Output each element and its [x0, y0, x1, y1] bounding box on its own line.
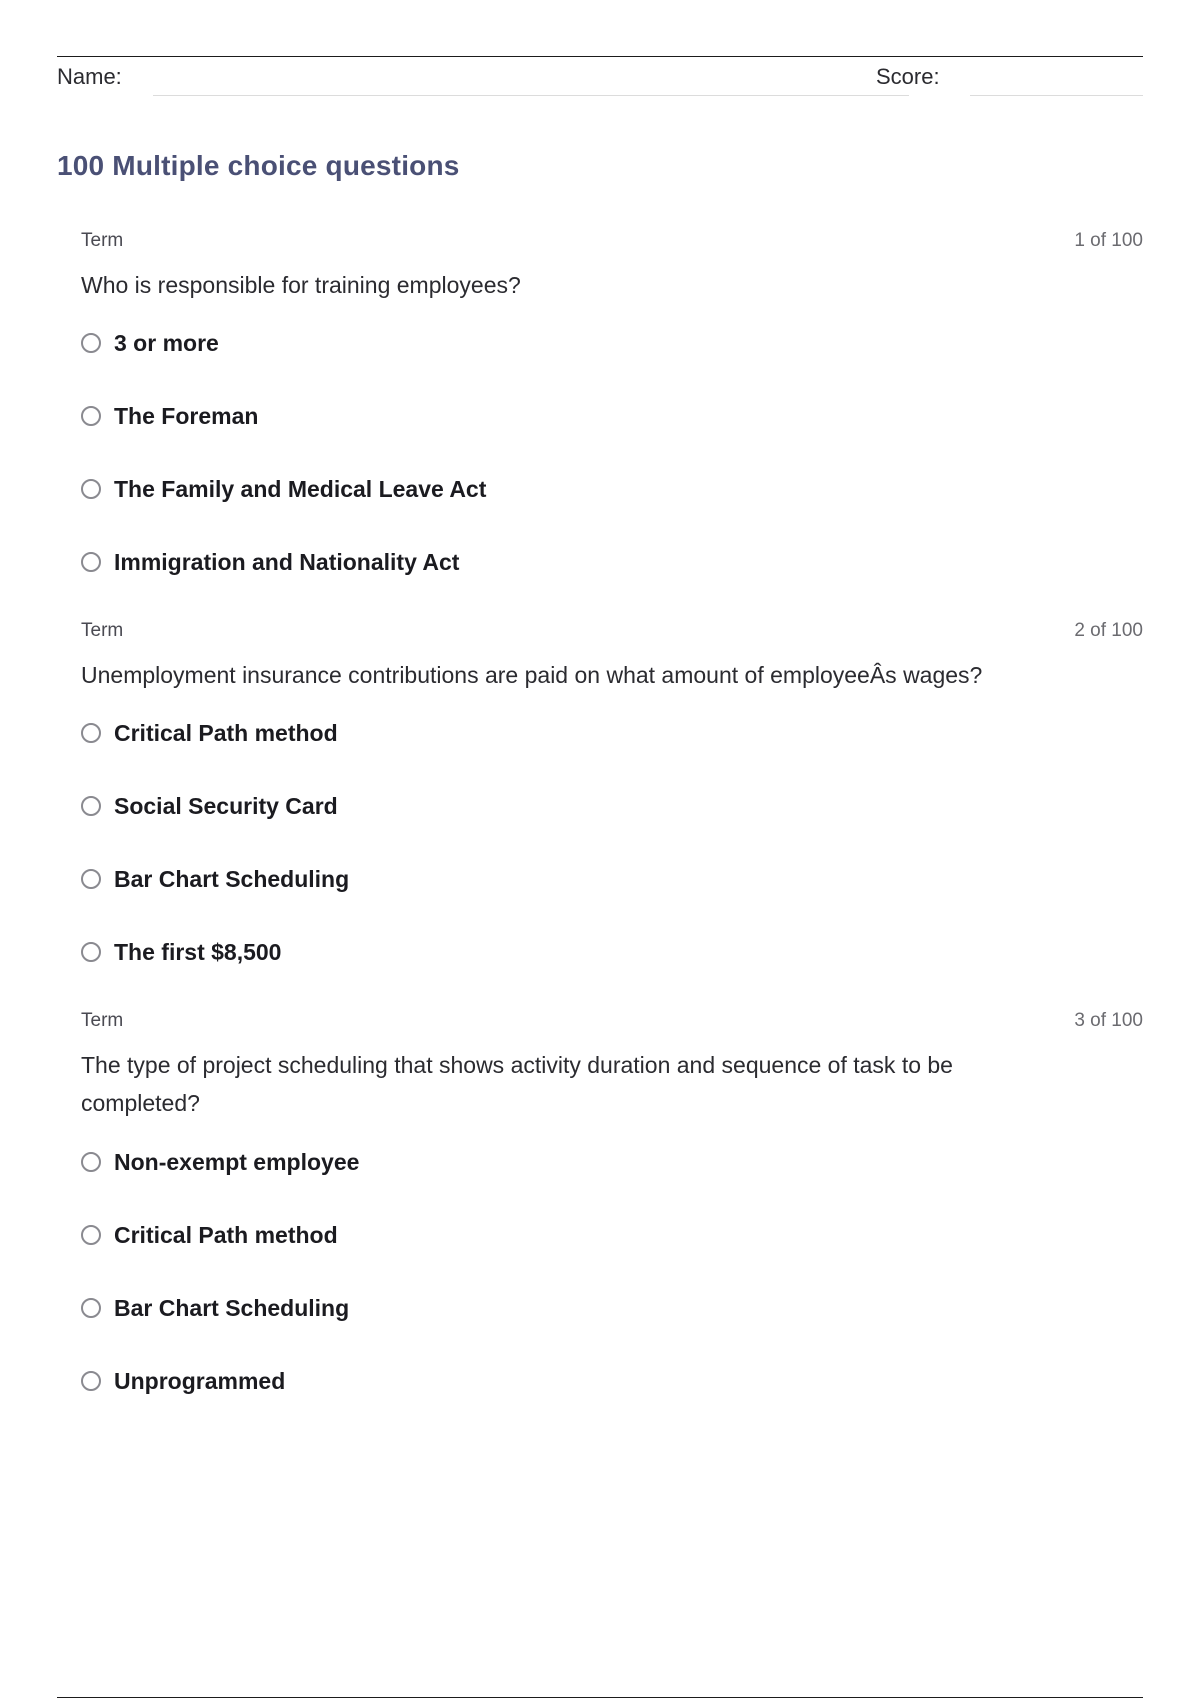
answer-option[interactable]: [81, 328, 219, 358]
page-title: 100 Multiple choice questions: [57, 150, 460, 181]
answer-option[interactable]: [81, 401, 258, 431]
answer-option[interactable]: [81, 1147, 359, 1177]
radio-button-icon[interactable]: [81, 333, 101, 353]
answer-option[interactable]: [81, 937, 281, 967]
radio-button-icon[interactable]: [81, 552, 101, 572]
answer-option[interactable]: [81, 718, 338, 748]
option-label: Bar Chart Scheduling: [114, 865, 350, 892]
question-text: Who is responsible for training employees?: [81, 272, 521, 298]
option-label: Bar Chart Scheduling: [114, 1294, 350, 1321]
top-rule: [57, 56, 1143, 57]
name-field[interactable]: [153, 95, 909, 96]
score-field[interactable]: [970, 95, 1143, 96]
question-counter: 2 of 100: [1074, 620, 1143, 641]
question-text: Unemployment insurance contributions are paid on what amount of employeeÂs wages?: [81, 662, 983, 688]
radio-button-icon[interactable]: [81, 479, 101, 499]
term-label: Term: [81, 230, 124, 251]
option-label: The first $8,500: [114, 938, 282, 965]
radio-button-icon[interactable]: [81, 406, 101, 426]
radio-button-icon[interactable]: [81, 796, 101, 816]
option-label: The Family and Medical Leave Act: [114, 475, 487, 502]
option-label: Non-exempt employee: [114, 1148, 360, 1175]
radio-button-icon[interactable]: [81, 1298, 101, 1318]
answer-option[interactable]: [81, 547, 459, 577]
option-label: Critical Path method: [114, 719, 338, 746]
worksheet-header: [57, 62, 1143, 98]
radio-button-icon[interactable]: [81, 1225, 101, 1245]
answer-option[interactable]: [81, 791, 338, 821]
radio-button-icon[interactable]: [81, 942, 101, 962]
bottom-rule: [57, 1697, 1143, 1698]
radio-button-icon[interactable]: [81, 1371, 101, 1391]
radio-button-icon[interactable]: [81, 1152, 101, 1172]
answer-option[interactable]: [81, 864, 349, 894]
question-text: The type of project scheduling that shows activity duration and sequence of task to be completed?: [81, 1052, 953, 1116]
option-label: The Foreman: [114, 402, 259, 429]
radio-button-icon[interactable]: [81, 869, 101, 889]
option-label: Social Security Card: [114, 792, 338, 819]
option-label: Unprogrammed: [114, 1367, 286, 1394]
score-label: Score:: [876, 64, 940, 89]
answer-option[interactable]: [81, 1366, 285, 1396]
option-label: Immigration and Nationality Act: [114, 548, 460, 575]
option-label: 3 or more: [114, 329, 219, 356]
term-label: Term: [81, 620, 124, 641]
answer-option[interactable]: [81, 474, 486, 504]
question-counter: 1 of 100: [1074, 230, 1143, 251]
option-label: Critical Path method: [114, 1221, 338, 1248]
term-label: Term: [81, 1010, 124, 1031]
answer-option[interactable]: [81, 1293, 349, 1323]
name-label: Name:: [57, 64, 122, 89]
question-counter: 3 of 100: [1074, 1010, 1143, 1031]
radio-button-icon[interactable]: [81, 723, 101, 743]
answer-option[interactable]: [81, 1220, 338, 1250]
